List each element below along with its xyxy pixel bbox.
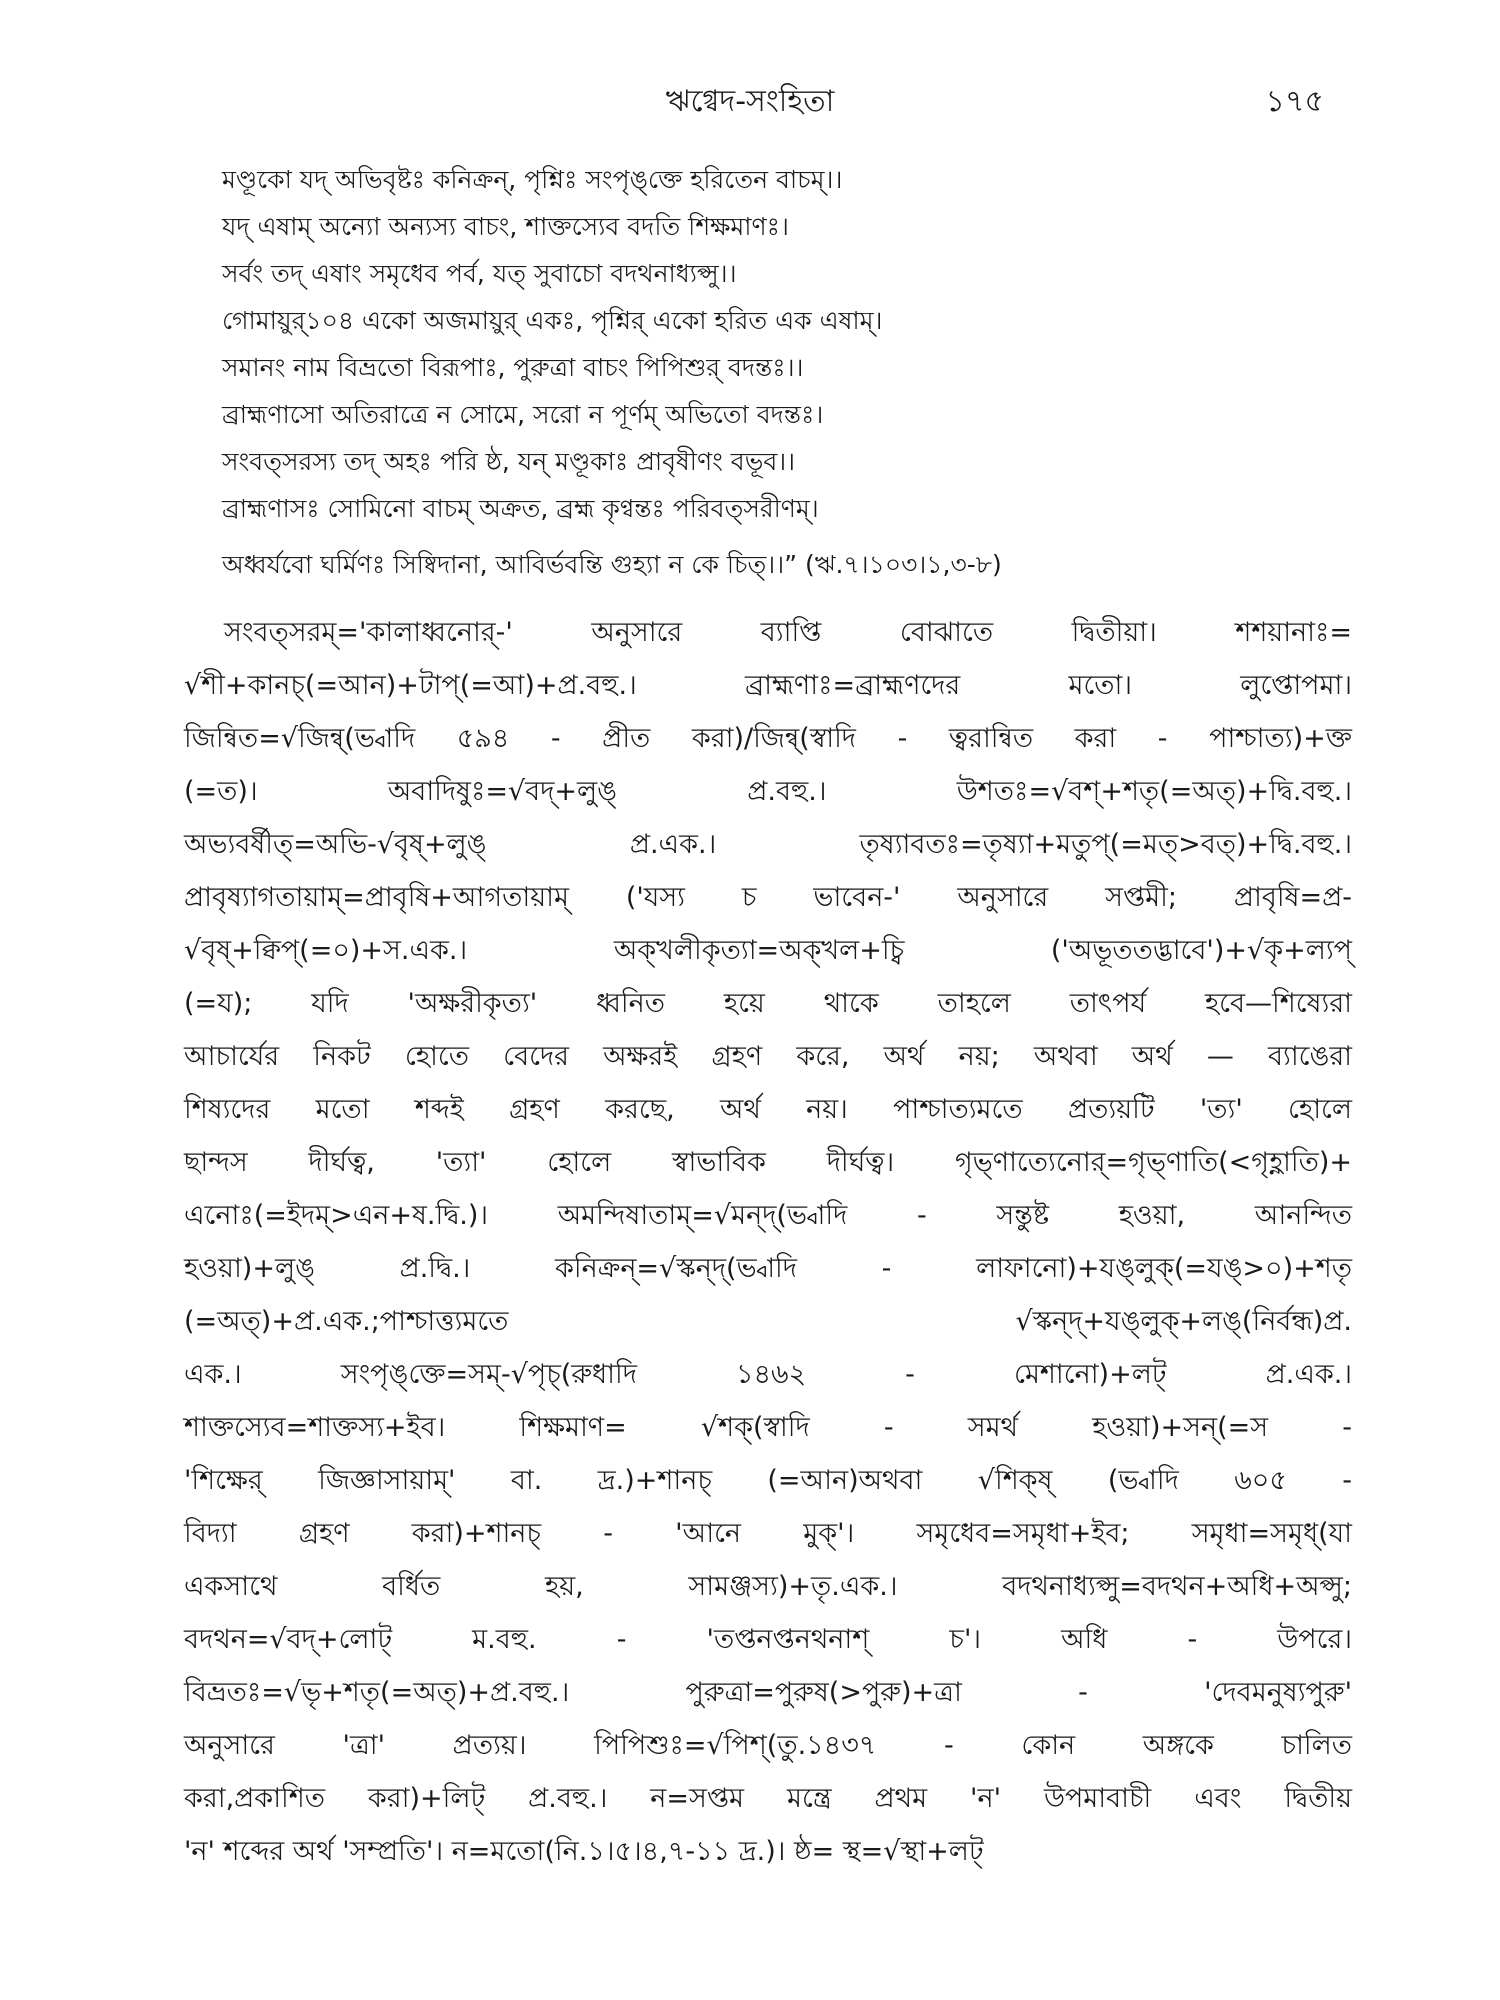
commentary-line: অভ্যবর্ষীত্=অভি-√বৃষ্+লুঙ্ প্র.এক.। তৃষ্যাবতঃ=তৃষ্যা+মতুপ্(=মত্>বত্)+দ্বি.বহু.। [184,829,1352,860]
verse-line: ব্রাহ্মণাসঃ সোমিনো বাচম্ অক্রত, ব্রহ্ম কৃণ্বন্তঃ পরিবত্সরীণম্। [222,494,819,523]
verse-line: সমানং নাম বিভ্রতো বিরূপাঃ, পুরুত্রা বাচং পিপিশুর্ বদন্তঃ।। [222,353,804,382]
commentary-line: (=য); যদি 'অক্ষরীকৃত্য' ধ্বনিত হয়ে থাকে তাহলে তাৎপর্য হবে—শিষ্যেরা [184,988,1352,1019]
commentary-line: শিষ্যদের মতো শব্দই গ্রহণ করছে, অর্থ নয়। পাশ্চাত্যমতে প্রত্যয়টি 'ত্য' হোলে [184,1094,1352,1125]
running-title: ঋগ্বেদ-সংহিতা [665,84,835,119]
commentary-body [184,606,1352,1878]
commentary-line: (=ত)। অবাদিষুঃ=√বদ্+লুঙ্ প্র.বহু.। উশতঃ=√বশ্+শতৃ(=অত্)+দ্বি.বহু.। [184,776,1352,807]
commentary-line: শাক্তস্যেব=শাক্তস্য+ইব। শিক্ষমাণ= √শক্(স্বাদি - সমর্থ হওয়া)+সন্(=স - [184,1412,1352,1443]
verse-block [222,156,1362,590]
page-number: ১৭৫ [1265,84,1324,119]
commentary-line: একসাথে বর্ধিত হয়, সামঞ্জস্য)+তৃ.এক.। বদথনাধ্যপ্সু=বদথন+অধি+অপ্সু; [184,1571,1352,1602]
verse-line: গোমায়ুর্১০৪ একো অজমায়ুর্ একঃ, পৃশ্নির্ একো হরিত এক এষাম্। [222,306,883,335]
page-header [0,78,1500,126]
commentary-line: (=অত্)+প্র.এক.;পাশ্চাত্ত্যমতে √স্কন্দ্+যঙ্‌লুক্+লঙ্(নির্বন্ধ)প্র. [184,1306,1352,1337]
verse-line: সংবত্সরস্য তদ্ অহঃ পরি ষ্ঠ, যন্ মণ্ডূকাঃ প্রাবৃষীণং বভূব।। [222,447,796,476]
commentary-line: √বৃষ্+ক্বিপ্(=০)+স.এক.। অক্খলীকৃত্যা=অক্খল+চ্বি ('অভূততদ্ভাবে')+√কৃ+ল্যপ্ [184,935,1352,966]
verse-line: যদ্ এষাম্ অন্যো অন্যস্য বাচং, শাক্তস্যেব বদতি শিক্ষমাণঃ। [222,212,789,241]
commentary-line: 'শিক্ষের্ জিজ্ঞাসায়াম্' বা. দ্র.)+শানচ্ (=আন)অথবা √শিক্ষ্ (ভ্বাদি ৬০৫ - [184,1465,1352,1496]
commentary-line: বদথন=√বদ্+লোট্ ম.বহু. - 'তপ্তনপ্তনথনাশ্ চ'। অধি - উপরে। [184,1624,1352,1655]
verse-line-with-citation: অধ্বর্যবো ঘর্মিণঃ সিষ্বিদানা, আবির্ভবন্তি গুহ্যা ন কে চিত্।।” (ঋ.৭।১০৩।১,৩-৮) [222,550,1002,579]
commentary-line: এনোঃ(=ইদম্>এন+ষ.দ্বি.)। অমন্দিষাতাম্=√মন্দ্(ভ্বাদি - সন্তুষ্ট হওয়া, আনন্দিত [184,1200,1352,1231]
verse-line: সর্বং তদ্ এষাং সমৃধেব পর্ব, যত্ সুবাচো বদথনাধ্যপ্সু।। [222,259,737,288]
commentary-line: ছান্দস দীর্ঘত্ব, 'ত্যা' হোলে স্বাভাবিক দীর্ঘত্ব। গৃভ্ণাত্যেনোর্=গৃভ্ণাতি(<গৃহ্ণাতি)+ [184,1147,1352,1178]
commentary-line: অনুসারে 'ত্রা' প্রত্যয়। পিপিশুঃ=√পিশ্(তু.১৪৩৭ - কোন অঙ্গকে চালিত [184,1730,1352,1761]
commentary-line: প্রাবৃষ্যাগতায়াম্=প্রাবৃষি+আগতায়াম্ ('যস্য চ ভাবেন-' অনুসারে সপ্তমী; প্রাবৃষি=প্র- [184,882,1352,913]
commentary-line: করা,প্রকাশিত করা)+লিট্ প্র.বহু.। ন=সপ্তম মন্ত্রে প্রথম 'ন' উপমাবাচী এবং দ্বিতীয় [184,1783,1352,1814]
commentary-line: জিন্বিত=√জিন্ব্(ভ্বাদি ৫৯৪ - প্রীত করা)/জিন্ব্(স্বাদি - ত্বরান্বিত করা - পাশ্চাত্য)+ক্ত [184,723,1352,754]
commentary-line: এক.। সংপৃঙ্‌ক্তে=সম্-√পৃচ্(রুধাদি ১৪৬২ - মেশানো)+লট্ প্র.এক.। [184,1359,1352,1390]
commentary-line: বিদ্যা গ্রহণ করা)+শানচ্ - 'আনে মুক্'। সমৃধেব=সমৃধা+ইব; সমৃধা=সমৃধ্(যা [184,1518,1352,1549]
verse-line: মণ্ডূকো যদ্ অভিবৃষ্টঃ কনিক্রন্, পৃশ্নিঃ সংপৃঙ্‌ক্তে হরিতেন বাচম্।। [222,165,843,194]
commentary-line: সংবত্সরম্='কালাধ্বনোর্-' অনুসারে ব্যাপ্তি বোঝাতে দ্বিতীয়া। শশয়ানাঃ= [224,617,1352,648]
commentary-line: 'ন' শব্দের অর্থ 'সম্প্রতি'। ন=মতো(নি.১।৫।৪,৭-১১ দ্র.)। ষ্ঠ= স্থ=√স্থা+লট্ [184,1836,984,1867]
commentary-line: আচার্যের নিকট হোতে বেদের অক্ষরই গ্রহণ করে, অর্থ নয়; অথবা অর্থ — ব্যাঙেরা [184,1041,1352,1072]
commentary-line: হওয়া)+লুঙ্ প্র.দ্বি.। কনিক্রন্=√স্কন্দ্(ভ্বাদি - লাফানো)+যঙ্‌লুক্(=যঙ্>০)+শতৃ [184,1253,1352,1284]
commentary-line: √শী+কানচ্(=আন)+টাপ্(=আ)+প্র.বহু.। ব্রাহ্মণাঃ=ব্রাহ্মণদের মতো। লুপ্তোপমা। [184,670,1352,701]
commentary-line: বিভ্রতঃ=√ভৃ+শতৃ(=অত্)+প্র.বহু.। পুরুত্রা=পুরুষ(>পুরু)+ত্রা - 'দেবমনুষ্যপুরু' [184,1677,1352,1708]
verse-line: ব্রাহ্মণাসো অতিরাত্রে ন সোমে, সরো ন পূর্ণম্ অভিতো বদন্তঃ। [222,400,824,429]
